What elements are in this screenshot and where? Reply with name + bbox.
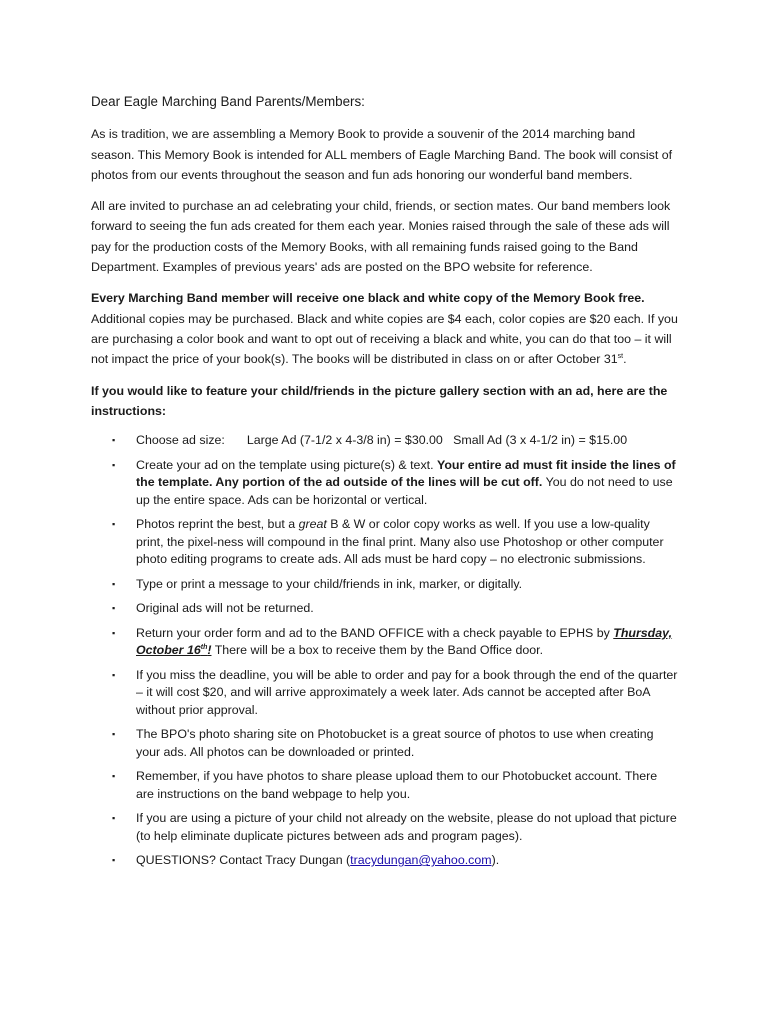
small-ad-price: Small Ad (3 x 4-1/2 in) = $15.00 xyxy=(453,433,628,448)
instructions-list xyxy=(91,432,678,869)
template-warning: Your entire ad must fit inside the lines of the template. Any portion of the ad outside of the lines will be cut off. xyxy=(136,457,676,490)
square-bullet-icon: ▪ xyxy=(112,729,116,740)
list-item xyxy=(91,600,678,617)
large-ad-price: Large Ad (7-1/2 x 4-3/8 in) = $30.00 xyxy=(246,433,443,448)
free-copy-notice: Every Marching Band member will receive one black and white copy of the Memory Book free. xyxy=(91,291,645,306)
template-instruction: Create your ad on the template using picture(s) & text. xyxy=(136,457,437,472)
paragraph-invitation: All are invited to purchase an ad celebrating your child, friends, or section mates. Our band members look forward to seeing the fun ads created for them each year. Monies raised through the sale of these ads will pay for the production costs of the Memory Books, with all remaining funds raised going to the Band Department. Examples of previous years' ads are posted on the BPO website for reference. xyxy=(91,199,671,275)
period: . xyxy=(623,352,627,367)
late-order-note: If you miss the deadline, you will be able to order and pay for a book through the end of the quarter – it will cost $20, and will arrive approximately a week later. Ads cannot be accepted after BoA without prior approval. xyxy=(136,667,678,717)
square-bullet-icon: ▪ xyxy=(112,771,116,782)
square-bullet-icon: ▪ xyxy=(112,813,116,824)
list-item xyxy=(91,667,678,719)
submission-instruction: Return your order form and ad to the BAND OFFICE with a check payable to EPHS by xyxy=(136,625,614,640)
list-item xyxy=(91,432,678,449)
closing-paren: ). xyxy=(491,853,500,868)
square-bullet-icon: ▪ xyxy=(112,578,116,589)
template-note: You do not need to use up the entire space. Ads can be horizontal or vertical. xyxy=(136,475,673,507)
square-bullet-icon: ▪ xyxy=(112,459,116,470)
paragraph-intro: As is tradition, we are assembling a Memory Book to provide a souvenir of the 2014 marching band season. This Memory Book is intended for ALL members of Eagle Marching Band. The book will consist of photos from our events throughout the season and fun ads honoring our wonderful band members. xyxy=(91,127,673,182)
photo-tip-start: Photos reprint the best, but a xyxy=(136,517,299,532)
list-item xyxy=(91,810,678,845)
return-policy: Original ads will not be returned. xyxy=(136,601,314,616)
list-item xyxy=(91,576,678,593)
drop-box-note: There will be a box to receive them by the Band Office door. xyxy=(211,643,544,658)
deadline-date: Thursday, October 16th! xyxy=(136,625,673,658)
copies-details: Additional copies may be purchased. Black and white copies are $4 each, color copies are $20 each. If you are purchasing a color book and want to opt out of receiving a black and white, you can do that too – it will not impact the price of your book(s). The books will be distributed in class on or after October 31 xyxy=(91,311,678,367)
message-instruction: Type or print a message to your child/friends in ink, marker, or digitally. xyxy=(136,576,523,591)
list-item xyxy=(91,852,678,869)
ordinal-suffix: st xyxy=(617,353,624,361)
photo-tip-end: B & W or color copy works as well. If you use a low-quality print, the pixel-ness will compound in the final print. Many also use Photoshop or other computer photo editing programs to create ads. All ads must be hard copy – no electronic submissions. xyxy=(136,517,664,566)
ad-size-label: Choose ad size: xyxy=(136,433,225,448)
questions-contact: QUESTIONS? Contact Tracy Dungan ( xyxy=(136,853,351,868)
instructions-heading: If you would like to feature your child/friends in the picture gallery section with an ad, here are the instructions: xyxy=(91,383,668,418)
square-bullet-icon: ▪ xyxy=(112,669,116,680)
photobucket-source-note: The BPO's photo sharing site on Photobucket is a great source of photos to use when creating your ads. All photos can be downloaded or printed. xyxy=(136,727,654,759)
photobucket-upload-note: Remember, if you have photos to share please upload them to our Photobucket account. There are instructions on the band webpage to help you. xyxy=(136,769,658,801)
duplicate-picture-note: If you are using a picture of your child not already on the website, please do not upload that picture (to help eliminate duplicate pictures between ads and program pages). xyxy=(136,811,677,843)
square-bullet-icon: ▪ xyxy=(112,435,116,446)
photo-tip-emphasis: great xyxy=(298,517,327,532)
square-bullet-icon: ▪ xyxy=(112,519,116,530)
letter-body xyxy=(91,92,678,877)
list-item xyxy=(91,726,678,761)
square-bullet-icon: ▪ xyxy=(112,855,116,866)
square-bullet-icon: ▪ xyxy=(112,627,116,638)
list-item xyxy=(91,516,678,568)
square-bullet-icon: ▪ xyxy=(112,603,116,614)
paragraph-copies xyxy=(91,288,678,369)
contact-email-link[interactable]: tracydungan@yahoo.com xyxy=(350,853,492,868)
salutation: Dear Eagle Marching Band Parents/Members: xyxy=(91,94,365,109)
list-item xyxy=(91,457,678,509)
list-item xyxy=(91,768,678,803)
list-item xyxy=(91,625,678,660)
